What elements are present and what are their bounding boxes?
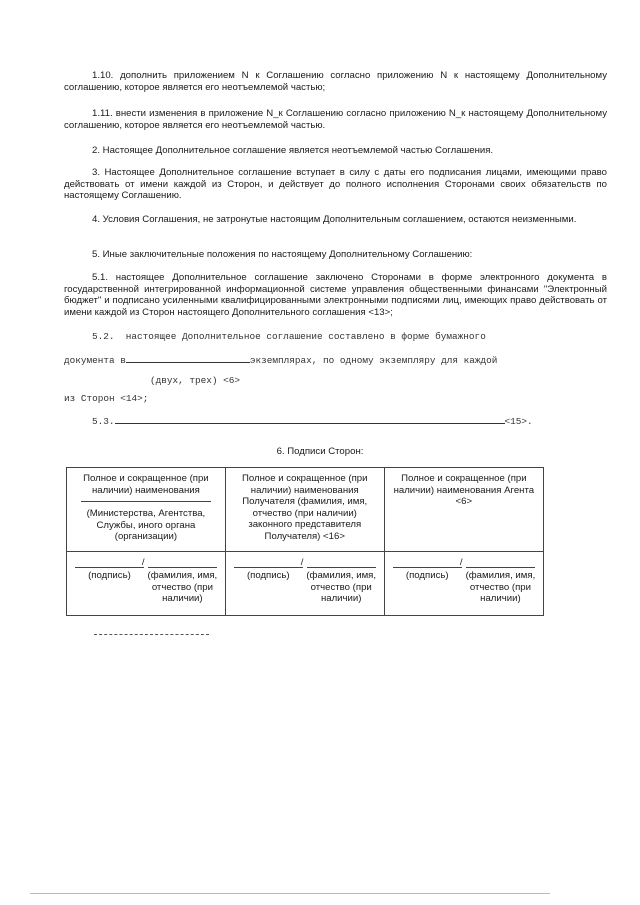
clause-5-2-line1: 5.2. настоящее Дополнительное соглашение составлено в форме бумажного bbox=[92, 331, 486, 342]
sign-label: (подпись) bbox=[246, 570, 290, 581]
name-field[interactable] bbox=[459, 557, 537, 605]
party-cell-agent bbox=[384, 468, 543, 552]
clause-5-2-copies-text: экземплярах, по одному экземпляру для каждой bbox=[249, 355, 498, 366]
name-label: (фамилия, имя, отчество (при наличии) bbox=[465, 570, 536, 604]
footnote-separator bbox=[94, 634, 209, 635]
sign-cell-agent[interactable] bbox=[384, 552, 543, 616]
clause-5: 5. Иные заключительные положения по настоящему Дополнительному Соглашению: bbox=[92, 249, 473, 260]
clause-5-3 bbox=[92, 414, 533, 427]
clause-1-10: 1.10. дополнить приложением N к Соглашению согласно приложению N к настоящему Дополнительному соглашению, которое является его неотъемлемой частью; bbox=[64, 70, 607, 93]
sign-fields bbox=[232, 557, 378, 605]
signature-field[interactable] bbox=[73, 557, 146, 582]
clause-5-2-document-text: документа в bbox=[64, 355, 126, 366]
name-field[interactable] bbox=[141, 557, 219, 605]
clause-5-2-hint: (двух, трех) <6> bbox=[150, 375, 241, 386]
name-line bbox=[459, 557, 535, 568]
slash-mark: / bbox=[459, 557, 463, 568]
clause-5-3-footnote: <15>. bbox=[504, 416, 533, 427]
section-6-title: 6. Подписи Сторон: bbox=[276, 446, 364, 457]
clause-3: 3. Настоящее Дополнительное соглашение вступает в силу с даты его подписания лицами, имеющими право действовать от имени каждой из Сторон, и действует до полного исполнения Сторонами своих обязательств по настоящему Соглашению. bbox=[64, 167, 607, 201]
clause-2: 2. Настоящее Дополнительное соглашение является неотъемлемой частью Соглашения. bbox=[92, 145, 494, 156]
party-header-ministry: Полное и сокращенное (при наличии) наименования bbox=[83, 473, 209, 496]
name-line bbox=[141, 557, 217, 568]
clause-5-1: 5.1. настоящее Дополнительное соглашение заключено Сторонами в форме электронного документа в государственной интегрированной информационной системе управления общественными финансами "Электронный бюджет" и подписано усиленными квалифицированными электронными подписями лиц, имеющих право действовать от имени каждой из Сторон настоящего Дополнительного соглашения <13>; bbox=[64, 272, 607, 318]
signatures-table bbox=[66, 467, 544, 616]
sign-label: (подпись) bbox=[405, 570, 449, 581]
copies-count-blank bbox=[126, 353, 250, 363]
sign-fields bbox=[391, 557, 537, 605]
party-cell-ministry bbox=[67, 468, 226, 552]
page-bottom-rule bbox=[30, 893, 550, 894]
name-label: (фамилия, имя, отчество (при наличии) bbox=[147, 570, 218, 604]
slash-mark: / bbox=[141, 557, 145, 568]
name-line bbox=[300, 557, 376, 568]
clause-5-3-number: 5.3. bbox=[92, 416, 115, 427]
signatures-sign-row bbox=[67, 552, 544, 616]
clause-1-11: 1.11. внести изменения в приложение N_к Соглашению согласно приложению N_к настоящему Дополнительному соглашению, которое является его неотъемлемой частью. bbox=[64, 108, 607, 131]
signature-field[interactable] bbox=[391, 557, 464, 582]
party-header-agent: Полное и сокращенное (при наличии) наименования Агента <6> bbox=[393, 473, 535, 507]
party-sub-ministry: (Министерства, Агентства, Службы, иного органа (организации) bbox=[86, 508, 206, 542]
signature-line bbox=[393, 557, 462, 568]
signature-line bbox=[75, 557, 144, 568]
signature-line bbox=[234, 557, 303, 568]
name-blank-line bbox=[81, 501, 211, 502]
slash-mark: / bbox=[300, 557, 304, 568]
party-cell-recipient bbox=[225, 468, 384, 552]
name-label: (фамилия, имя, отчество (при наличии) bbox=[306, 570, 377, 604]
clause-5-2-line4: из Сторон <14>; bbox=[64, 393, 149, 404]
signatures-header-row bbox=[67, 468, 544, 552]
signature-field[interactable] bbox=[232, 557, 305, 582]
sign-cell-recipient[interactable] bbox=[225, 552, 384, 616]
sign-label: (подпись) bbox=[88, 570, 131, 581]
sign-cell-ministry[interactable] bbox=[67, 552, 226, 616]
sign-fields bbox=[73, 557, 219, 605]
name-field[interactable] bbox=[300, 557, 378, 605]
party-header-recipient: Полное и сокращенное (при наличии) наименования Получателя (фамилия, имя, отчество (при наличии) законного представителя Получателя) <16> bbox=[241, 473, 368, 542]
clause-5-3-blank bbox=[115, 414, 505, 424]
clause-5-2-line2 bbox=[64, 353, 497, 366]
clause-4: 4. Условия Соглашения, не затронутые настоящим Дополнительным соглашением, остаются неизменными. bbox=[92, 214, 577, 225]
